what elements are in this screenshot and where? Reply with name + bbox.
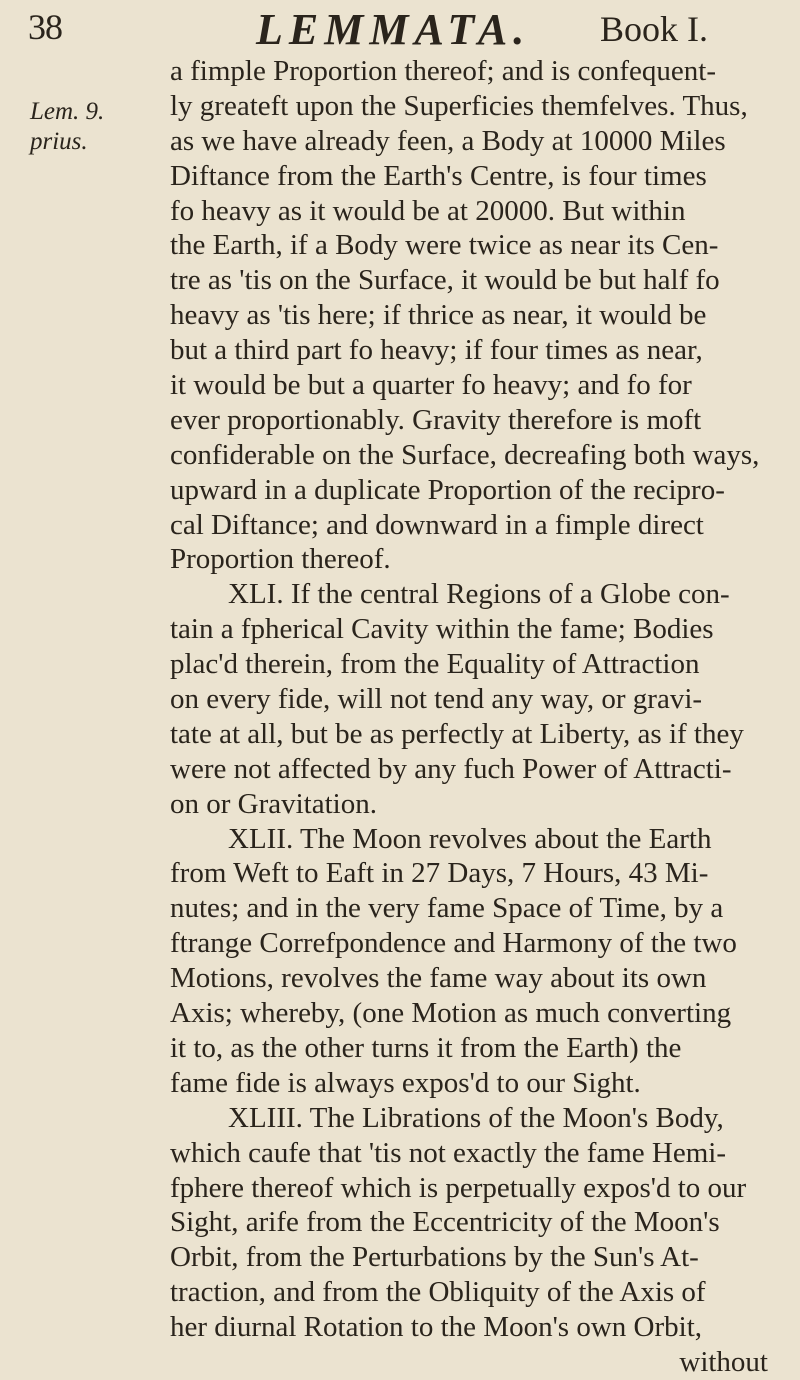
text-line: fphere thereof which is perpetually expos'd to our [170,1171,747,1204]
text-line: from Weft to Eaft in 27 Days, 7 Hours, 43 Mi- [170,857,709,890]
text-line: Motions, revolves the fame way about its own [170,962,707,995]
text-line: plac'd therein, from the Equality of Attraction [170,648,700,681]
catchword: without [679,1345,768,1378]
text-line: ly greateft upon the Superficies themfelves. Thus, [170,89,748,122]
text-line: cal Diftance; and downward in a fimple direct [170,508,704,541]
text-line: were not affected by any fuch Power of Attracti- [170,752,732,785]
body-text [170,54,798,1380]
text-line: Diftance from the Earth's Centre, is four times [170,159,707,192]
text-line: Proportion thereof. [170,543,391,576]
text-line: on every fide, will not tend any way, or gravi- [170,683,703,716]
text-line: tre as 'tis on the Surface, it would be but half fo [170,264,720,297]
margin-note [30,97,140,157]
text-line: Sight, arife from the Eccentricity of the Moon's [170,1206,720,1239]
text-line: tain a fpherical Cavity within the fame; Bodies [170,613,714,646]
text-line: traction, and from the Obliquity of the Axis of [170,1276,706,1309]
text-line: heavy as 'tis here; if thrice as near, it would be [170,299,707,332]
page-header [0,4,800,54]
book-label: Book I. [600,9,708,49]
page-number: 38 [28,7,62,47]
text-line: a fimple Proportion thereof; and is confequent- [170,55,717,87]
text-line: it would be but a quarter fo heavy; and fo for [170,369,692,402]
text-line: Axis; whereby, (one Motion as much converting [170,997,732,1030]
section-heading-line: XLI. If the central Regions of a Globe con- [228,578,730,611]
margin-note-line: Lem. 9. [30,98,105,125]
text-line: as we have already feen, a Body at 10000 Miles [170,124,726,157]
section-heading-line: XLIII. The Librations of the Moon's Body, [228,1101,724,1134]
margin-note-line: prius. [30,128,88,155]
text-line: her diurnal Rotation to the Moon's own Orbit, [170,1311,702,1344]
text-line: nutes; and in the very fame Space of Time, by a [170,892,724,925]
text-line: fo heavy as it would be at 20000. But within [170,194,686,227]
text-line: but a third part fo heavy; if four times as near, [170,334,703,367]
text-line: confiderable on the Surface, decreafing both ways, [170,438,760,471]
text-line: fame fide is always expos'd to our Sight. [170,1066,641,1099]
text-line: the Earth, if a Body were twice as near its Cen- [170,229,719,262]
section-heading-line: XLII. The Moon revolves about the Earth [228,822,712,855]
text-line: ever proportionably. Gravity therefore is moft [170,403,702,436]
text-line: Orbit, from the Perturbations by the Sun's At- [170,1241,699,1274]
text-line: ftrange Correfpondence and Harmony of the two [170,927,737,960]
running-title: LEMMATA. [256,5,531,54]
text-line: on or Gravitation. [170,787,377,820]
text-line: tate at all, but be as perfectly at Liberty, as if they [170,717,744,750]
text-line: it to, as the other turns it from the Earth) the [170,1031,682,1064]
text-line: upward in a duplicate Proportion of the recipro- [170,473,725,506]
text-line: which caufe that 'tis not exactly the fame Hemi- [170,1136,727,1169]
